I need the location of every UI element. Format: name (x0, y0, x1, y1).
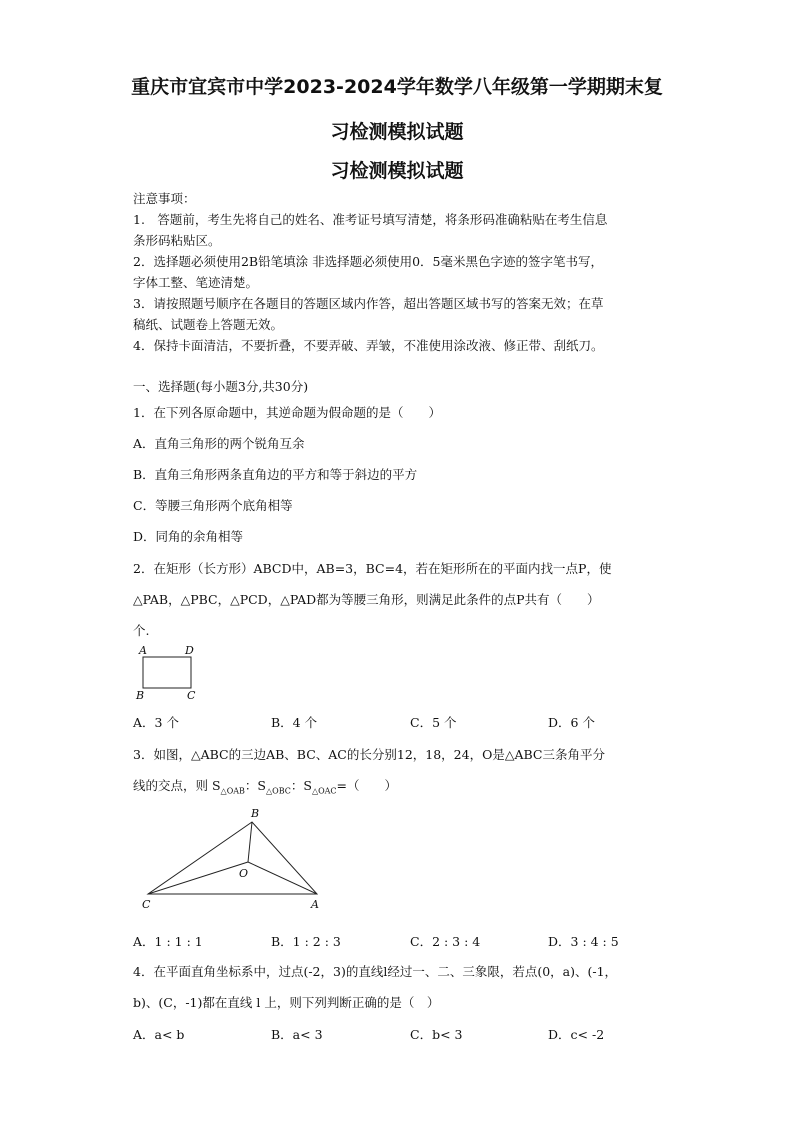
q4-option-b: B．a< 3 (271, 1027, 323, 1042)
q1-option-b: B．直角三角形两条直角边的平方和等于斜边的平方 (133, 467, 418, 482)
segment-ob (248, 822, 252, 862)
q4-option-d: D．c< -2 (548, 1027, 605, 1042)
label-b: B (251, 807, 260, 820)
q1-option-d: D．同角的余角相等 (133, 529, 244, 544)
label-b: B (136, 689, 145, 702)
notice-line: 3．请按照题号顺序在各题目的答题区域内作答，超出答题区域书写的答案无效；在草 (133, 296, 604, 311)
notice-line: 1. 答题前，考生先将自己的姓名、准考证号填写清楚，将条形码准确粘贴在考生信息 (133, 212, 608, 227)
label-a: A (311, 898, 319, 911)
q3-text-pre: 线的交点，则 S (133, 778, 221, 793)
segment-oa (248, 862, 317, 894)
exam-title-line3: 习检测模拟试题 (330, 160, 464, 182)
triangle-abc (148, 822, 317, 894)
label-o: O (239, 867, 249, 880)
q3-sep1: ：S (244, 778, 266, 793)
q1-option-a: A．直角三角形的两个锐角互余 (133, 436, 305, 451)
q3-option-d: D．3 : 4 : 5 (548, 934, 619, 949)
q1-stem: 1．在下列各原命题中，其逆命题为假命题的是（ ） (133, 405, 441, 420)
q3-sub-oab: △OAB (220, 786, 245, 796)
q2-option-d: D．6 个 (548, 715, 595, 730)
section-heading: 一、选择题(每小题3分,共30分) (133, 379, 309, 394)
q3-stem-line2 (133, 776, 397, 796)
q2-stem-line3: 个. (133, 623, 150, 638)
q1-option-c: C．等腰三角形两个底角相等 (133, 498, 293, 513)
q3-option-c: C．2 : 3 : 4 (410, 934, 481, 949)
q4-stem-line1: 4．在平面直角坐标系中，过点(-2，3)的直线l经过一、二、三象限，若点(0，a)、(-1， (133, 964, 618, 979)
notice-heading: 注意事项： (133, 191, 196, 206)
q3-sep2: ：S (290, 778, 312, 793)
label-c: C (142, 898, 151, 911)
q3-text-post: =（ ） (336, 778, 398, 793)
q2-stem-line2: △PAB，△PBC，△PCD，△PAD都为等腰三角形，则满足此条件的点P共有（ ） (133, 592, 600, 607)
notice-line: 稿纸、试题卷上答题无效。 (133, 317, 284, 332)
q3-sub-obc: △OBC (266, 786, 291, 796)
notice-line: 字体工整、笔迹清楚。 (133, 275, 259, 290)
q3-sub-oac: △OAC (311, 786, 337, 796)
segment-oc (148, 862, 248, 894)
rectangle-abcd (143, 657, 191, 688)
q3-stem-line1: 3．如图，△ABC的三边AB、BC、AC的长分别12，18，24，O是△ABC三条角平分 (133, 747, 605, 762)
label-c: C (187, 689, 196, 702)
q3-option-b: B．1 : 2 : 3 (271, 934, 341, 949)
q4-option-a: A．a< b (133, 1027, 185, 1042)
q2-option-a: A．3 个 (133, 715, 179, 730)
label-d: D (185, 644, 194, 657)
notice-line: 2．选择题必须使用2B铅笔填涂 非选择题必须使用0．5毫米黑色字迹的签字笔书写， (133, 254, 603, 269)
label-a: A (139, 644, 147, 657)
notice-line: 条形码粘贴区。 (133, 233, 221, 248)
q3-option-a: A．1 : 1 : 1 (133, 934, 203, 949)
notice-line: 4．保持卡面清洁，不要折叠，不要弄破、弄皱，不准使用涂改液、修正带、刮纸刀。 (133, 338, 604, 353)
triangle-figure (135, 802, 335, 914)
q4-option-c: C．b< 3 (410, 1027, 463, 1042)
exam-title-line2: 习检测模拟试题 (330, 121, 464, 143)
q2-stem-line1: 2．在矩形（长方形）ABCD中，AB=3，BC=4，若在矩形所在的平面内找一点P，使 (133, 561, 612, 576)
rectangle-figure (130, 642, 210, 704)
q2-option-b: B．4 个 (271, 715, 318, 730)
q4-stem-line2: b)、(C，-1)都在直线 l 上，则下列判断正确的是（ ） (133, 995, 440, 1010)
q2-option-c: C．5 个 (410, 715, 457, 730)
exam-title-line1: 重庆市宜宾市中学2023-2024学年数学八年级第一学期期末复 (131, 76, 663, 98)
